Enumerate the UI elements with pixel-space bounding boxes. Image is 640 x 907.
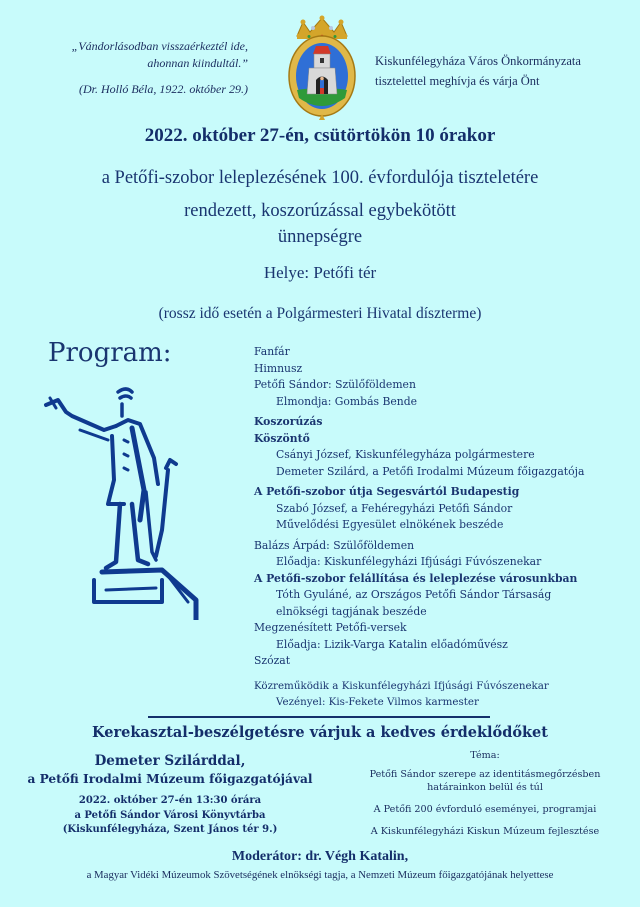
section-divider: [148, 716, 490, 718]
quote-citation: (Dr. Holló Béla, 1922. október 29.): [79, 82, 248, 96]
event-place: Helye: Petőfi tér: [263, 263, 377, 282]
moderator-role: a Magyar Vidéki Múzeumok Szövetségének elnökségi tagja, a Nemzeti Múzeum főigazgatójának helyettese: [86, 869, 554, 881]
program-credit: Vezényel: Kis-Fekete Vilmos karmester: [276, 696, 479, 708]
coat-of-arms-icon: [285, 14, 359, 120]
roundtable-where: a Petőfi Sándor Városi Könyvtárba: [74, 809, 266, 821]
program-item: elnökségi tagjának beszéde: [276, 604, 427, 618]
topic-item: A Kiskunfélegyházi Kiskun Múzeum fejlesztése: [370, 826, 600, 837]
program-item: Előadja: Kiskunfélegyházi Ifjúsági Fúvószenekar: [276, 555, 542, 568]
inviter: [375, 51, 635, 91]
program-item: Balázs Árpád: Szülőföldemen: [254, 538, 415, 552]
roundtable-title: Kerekasztal-beszélgetésre várjuk a kedves érdeklődőket: [92, 724, 548, 741]
program-item: Koszorúzás: [254, 415, 323, 428]
program-item: Művelődési Egyesület elnökének beszéde: [276, 518, 504, 531]
moderator: Moderátor: dr. Végh Katalin,: [231, 849, 409, 864]
program-item: Tóth Gyuláné, az Országos Petőfi Sándor Társaság: [276, 588, 552, 601]
quote-line-1: „Vándorlásodban visszaérkeztél ide,: [71, 39, 248, 53]
event-date: 2022. október 27-én, csütörtökön 10 órakor: [144, 125, 496, 146]
inviter-organization: Kiskunfélegyháza Város Önkormányzata: [375, 54, 581, 68]
program-item: Csányi József, Kiskunfélegyháza polgármestere: [276, 448, 535, 461]
roundtable-topics: [330, 750, 640, 847]
topic-item: A Petőfi 200 évforduló eseményei, programjai: [373, 804, 597, 815]
program-item: A Petőfi-szobor útja Segesvártól Budapestig: [254, 485, 520, 498]
program-credit: Közreműködik a Kiskunfélegyházi Ifjúsági Fúvószenekar: [254, 679, 549, 692]
topic-label: Téma:: [470, 750, 500, 761]
statue-icon: [36, 380, 216, 620]
topic-item: Petőfi Sándor szerepe az identitásmegőrzésben: [369, 769, 601, 780]
program-title: Program:: [48, 338, 172, 368]
guest-role: a Petőfi Irodalmi Múzeum főigazgatójával: [27, 772, 313, 786]
program-item: Előadja: Lizik-Varga Katalin előadóművész: [276, 637, 508, 651]
inviter-message: tisztelettel meghívja és várja Önt: [375, 74, 540, 88]
event-description-line-2: rendezett, koszorúzással egybekötött: [184, 201, 456, 221]
program-item: Szózat: [254, 654, 291, 667]
roundtable-guest: [20, 752, 320, 838]
program-item: Szabó József, a Fehéregyházi Petőfi Sándor: [276, 501, 513, 515]
program-item: Megzenésített Petőfi-versek: [254, 621, 407, 634]
program-item: Köszöntő: [254, 431, 310, 445]
quote: [20, 38, 248, 98]
bad-weather-note: (rossz idő esetén a Polgármesteri Hivatal díszterme): [158, 305, 482, 322]
topic-item: határainkon belül és túl: [427, 782, 543, 793]
roundtable-when: 2022. október 27-én 13:30 órára: [78, 795, 262, 806]
program-item: Fanfár: [254, 345, 290, 358]
program-item: Petőfi Sándor: Szülőföldemen: [254, 378, 416, 391]
event-description-line-3: ünnepségre: [277, 227, 363, 247]
quote-line-2: ahonnan kiindultál.”: [147, 56, 248, 70]
guest-name: Demeter Szilárddal,: [94, 753, 246, 769]
program-item: Demeter Szilárd, a Petőfi Irodalmi Múzeum főigazgatója: [276, 464, 585, 478]
program-item: Elmondja: Gombás Bende: [276, 394, 418, 408]
program-item: Himnusz: [254, 361, 303, 375]
program-list: [254, 344, 640, 711]
event-description-line-1: a Petőfi-szobor leleplezésének 100. évfordulója tiszteletére: [101, 168, 539, 188]
roundtable-address: (Kiskunfélegyháza, Szent János tér 9.): [62, 824, 278, 835]
program-item: A Petőfi-szobor felállítása és leleplezése városunkban: [254, 571, 578, 585]
